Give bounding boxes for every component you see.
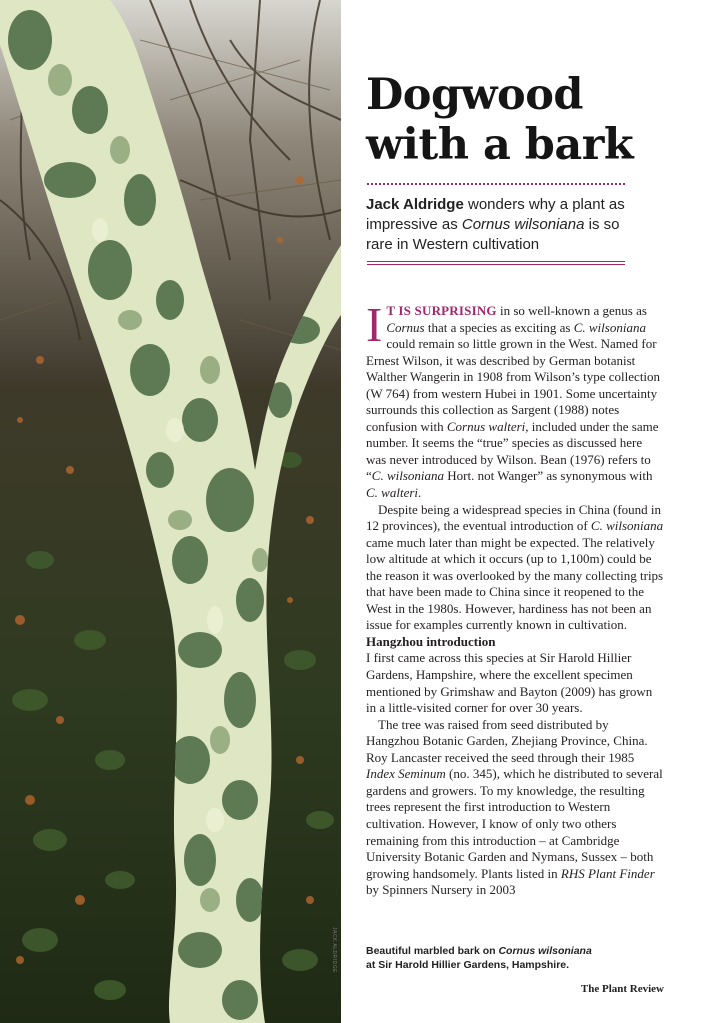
standfirst-text-2: is so rare in Western cultivation bbox=[366, 216, 620, 253]
paragraph-4-text: (no. 345), which he distributed to several gardens and growers. To my knowledge, the resulting trees represent the first introduction to Western cultivation. However, I know of only two others remaining from this introduction – at Cambridge University Botanic Garden and Nymans, Sussex – both growing handsomely. Plants listed in bbox=[366, 766, 663, 881]
paragraph-2 bbox=[366, 502, 664, 634]
paragraph-1-text: , included under the same number. It seems the “true” species as discussed here was never introduced by Wilson. Bean (1976) refers to “ bbox=[366, 418, 659, 484]
paragraph-3: I first came across this species at Sir Harold Hillier Gardens, Hampshire, where the excellent specimen mentioned by Grimshaw and Bayton (2009) has grown in a little-visited corner for over 30 years. bbox=[366, 650, 653, 716]
paragraph-1-text: in so well-known a genus as bbox=[496, 303, 647, 318]
paragraph-1 bbox=[366, 297, 664, 502]
genus-name: Cornus bbox=[386, 319, 425, 335]
photo-credit: JACK ALDRIDGE bbox=[331, 927, 337, 973]
species-name: C. walteri bbox=[366, 485, 419, 501]
species-name: C. wilsoniana bbox=[371, 468, 445, 484]
species-name: C. wilsoniana bbox=[573, 319, 646, 335]
paragraph-4 bbox=[366, 717, 664, 899]
dotted-divider bbox=[367, 183, 625, 185]
double-divider bbox=[367, 261, 625, 265]
article-body bbox=[366, 297, 664, 899]
standfirst bbox=[366, 195, 636, 255]
standfirst-text-1: wonders why a plant as impressive as bbox=[366, 196, 625, 233]
lead-in: T IS SURPRISING bbox=[386, 303, 497, 318]
bark-photo-drawing bbox=[0, 0, 341, 1023]
section-heading: Hangzhou introduction bbox=[366, 633, 496, 649]
publication-title: RHS Plant Finder bbox=[560, 865, 655, 881]
species-name: Cornus walteri bbox=[446, 418, 526, 434]
title-line-1: Dogwood bbox=[366, 70, 583, 120]
paragraph-1-text: . bbox=[418, 485, 422, 501]
author-name: Jack Aldridge bbox=[366, 196, 464, 213]
publication-title: Index Seminum bbox=[366, 766, 446, 782]
paragraph-4-text: by Spinners Nursery in 2003 bbox=[366, 882, 516, 898]
species-name: C. wilsoniana bbox=[590, 518, 664, 534]
paragraph-1-text: Hort. not Wanger” as synonymous with bbox=[444, 468, 653, 484]
drop-cap: I bbox=[366, 297, 383, 352]
caption-text-1: Beautiful marbled bark on bbox=[366, 945, 499, 957]
photo-caption bbox=[366, 944, 656, 972]
title-line-2: with a bark bbox=[366, 120, 634, 170]
paragraph-2-text: came much later than might be expected. The relatively low altitude at which it occurs (up to 1,100m) could be the reason it was overlooked by the many collecting trips that have been made to China since it reopened to the West in the 1980s. However, hardiness has not been an issue for examples currently known in cultivation. bbox=[366, 534, 664, 633]
paragraph-1-text: could remain so little grown in the West. Named for Ernest Wilson, it was described by German botanist Walther Wangerin in 1908 from Wilson’s type collection (W 764) from western Hubei in 1901. Some uncertainty surrounds this collection as Sargent (1988) notes confusion with bbox=[366, 336, 661, 434]
bark-photo bbox=[0, 0, 341, 1023]
paragraph-2-text: Despite being a widespread species in China (found in 12 provinces), the eventual introduction of bbox=[366, 501, 662, 534]
standfirst-species: Cornus wilsoniana bbox=[461, 216, 585, 233]
caption-species: Cornus wilsoniana bbox=[498, 945, 592, 957]
article-title bbox=[366, 70, 666, 170]
paragraph-4-text: The tree was raised from seed distributed by Hangzhou Botanic Garden, Zhejiang Province, China. Roy Lancaster received the seed through their 1985 bbox=[366, 716, 648, 765]
publication-folio: The Plant Review bbox=[580, 983, 664, 995]
paragraph-1-text: that a species as exciting as bbox=[424, 319, 574, 335]
caption-text-2: at Sir Harold Hillier Gardens, Hampshire. bbox=[366, 959, 570, 971]
